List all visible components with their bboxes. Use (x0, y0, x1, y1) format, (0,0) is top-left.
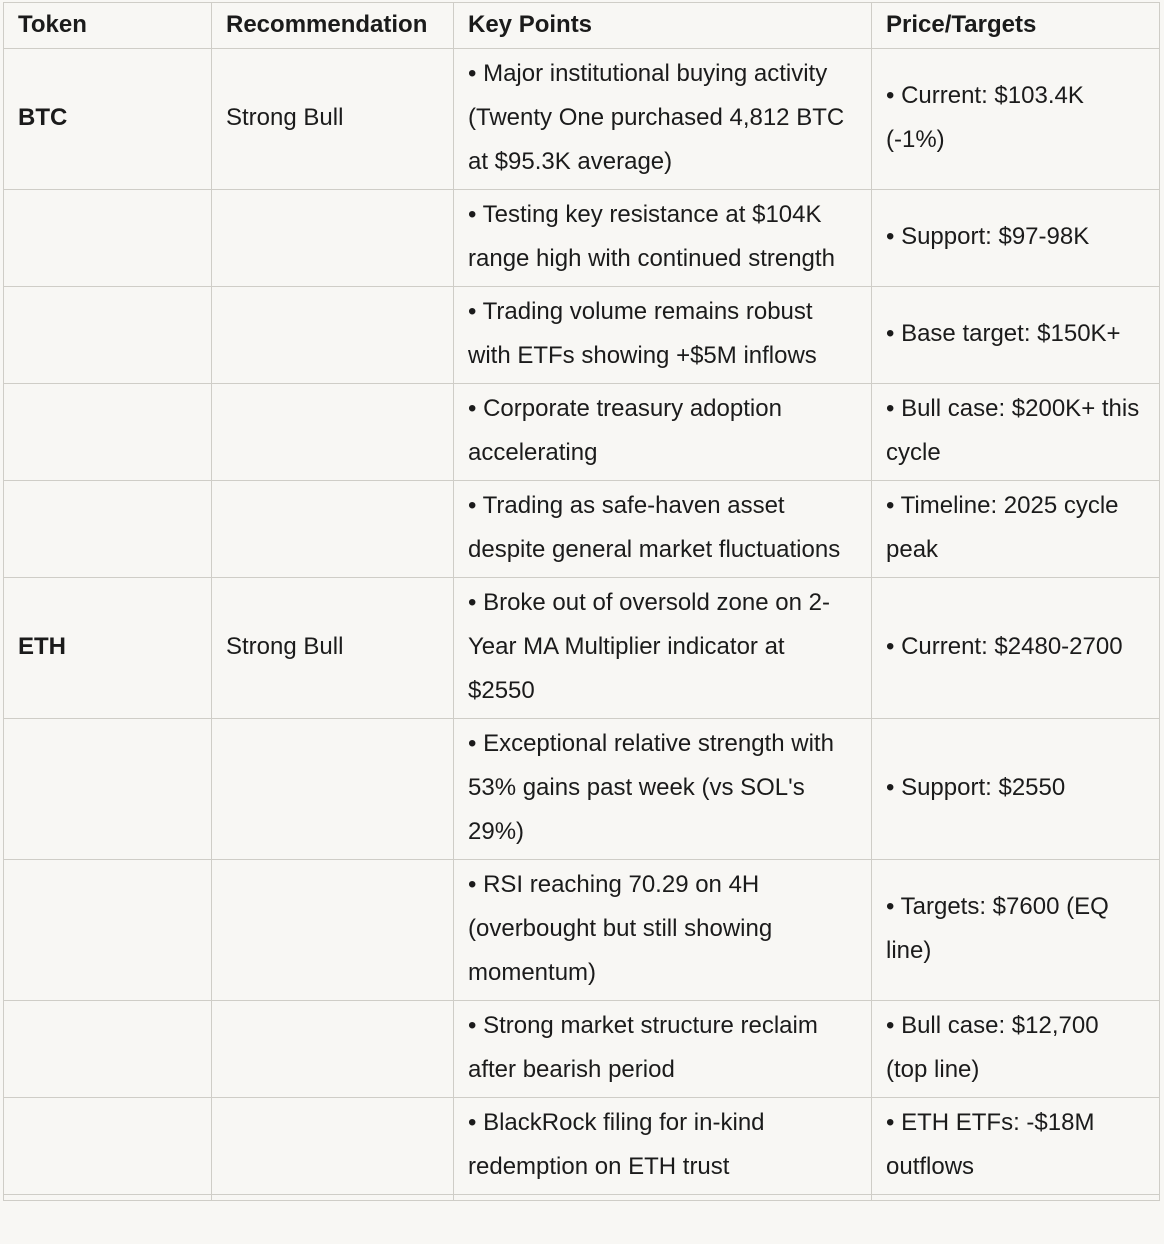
cell-price: • ETH ETFs: -$18M outflows (872, 1098, 1160, 1195)
header-recommendation: Recommendation (212, 3, 454, 49)
cell-price: • Current: $103.4K (-1%) (872, 49, 1160, 190)
cell-token (4, 860, 212, 1001)
cell-key-point: • Trading volume remains robust with ETFs showing +$5M inflows (454, 287, 872, 384)
cell-token (4, 190, 212, 287)
cell-recommendation (212, 384, 454, 481)
table-row (4, 190, 1160, 287)
table-row (4, 1098, 1160, 1195)
cell-key-point: • Broke out of oversold zone on 2-Year MA Multiplier indicator at $2550 (454, 578, 872, 719)
cell-token: BTC (4, 49, 212, 190)
cell-key-point: • Testing key resistance at $104K range high with continued strength (454, 190, 872, 287)
cell-price: • Targets: $7600 (EQ line) (872, 860, 1160, 1001)
header-price-targets: Price/Targets (872, 3, 1160, 49)
cell-price: • Current: $2480-2700 (872, 578, 1160, 719)
token-recommendation-table (3, 2, 1160, 1201)
cell-token (4, 719, 212, 860)
cell-price: • Bull case: $12,700 (top line) (872, 1001, 1160, 1098)
cell-recommendation (212, 287, 454, 384)
cell-recommendation (212, 719, 454, 860)
cell-key-point: • RSI reaching 70.29 on 4H (overbought but still showing momentum) (454, 860, 872, 1001)
table-row (4, 384, 1160, 481)
table-row (4, 719, 1160, 860)
cell-empty (872, 1195, 1160, 1201)
cell-token (4, 287, 212, 384)
cell-token (4, 1001, 212, 1098)
table-header-row (4, 3, 1160, 49)
table-row (4, 1001, 1160, 1098)
table-row-cut-off (4, 1195, 1160, 1201)
cell-recommendation (212, 1001, 454, 1098)
cell-price: • Support: $97-98K (872, 190, 1160, 287)
cell-recommendation (212, 190, 454, 287)
cell-key-point: • Corporate treasury adoption accelerating (454, 384, 872, 481)
cell-recommendation (212, 1098, 454, 1195)
cell-key-point: • Exceptional relative strength with 53% gains past week (vs SOL's 29%) (454, 719, 872, 860)
cell-token (4, 481, 212, 578)
cell-price: • Bull case: $200K+ this cycle (872, 384, 1160, 481)
cell-empty (4, 1195, 212, 1201)
cell-key-point: • Trading as safe-haven asset despite general market fluctuations (454, 481, 872, 578)
cell-price: • Base target: $150K+ (872, 287, 1160, 384)
header-key-points: Key Points (454, 3, 872, 49)
cell-recommendation: Strong Bull (212, 49, 454, 190)
cell-recommendation (212, 860, 454, 1001)
header-token: Token (4, 3, 212, 49)
cell-recommendation: Strong Bull (212, 578, 454, 719)
cell-empty (212, 1195, 454, 1201)
table-row (4, 49, 1160, 190)
cell-token (4, 384, 212, 481)
cell-price: • Support: $2550 (872, 719, 1160, 860)
cell-token (4, 1098, 212, 1195)
cell-recommendation (212, 481, 454, 578)
cell-token: ETH (4, 578, 212, 719)
table-row (4, 287, 1160, 384)
cell-key-point: • BlackRock filing for in-kind redemption on ETH trust (454, 1098, 872, 1195)
cell-key-point: • Major institutional buying activity (Twenty One purchased 4,812 BTC at $95.3K average) (454, 49, 872, 190)
table-row (4, 860, 1160, 1001)
table-row (4, 578, 1160, 719)
cell-price: • Timeline: 2025 cycle peak (872, 481, 1160, 578)
table-row (4, 481, 1160, 578)
cell-empty (454, 1195, 872, 1201)
cell-key-point: • Strong market structure reclaim after bearish period (454, 1001, 872, 1098)
